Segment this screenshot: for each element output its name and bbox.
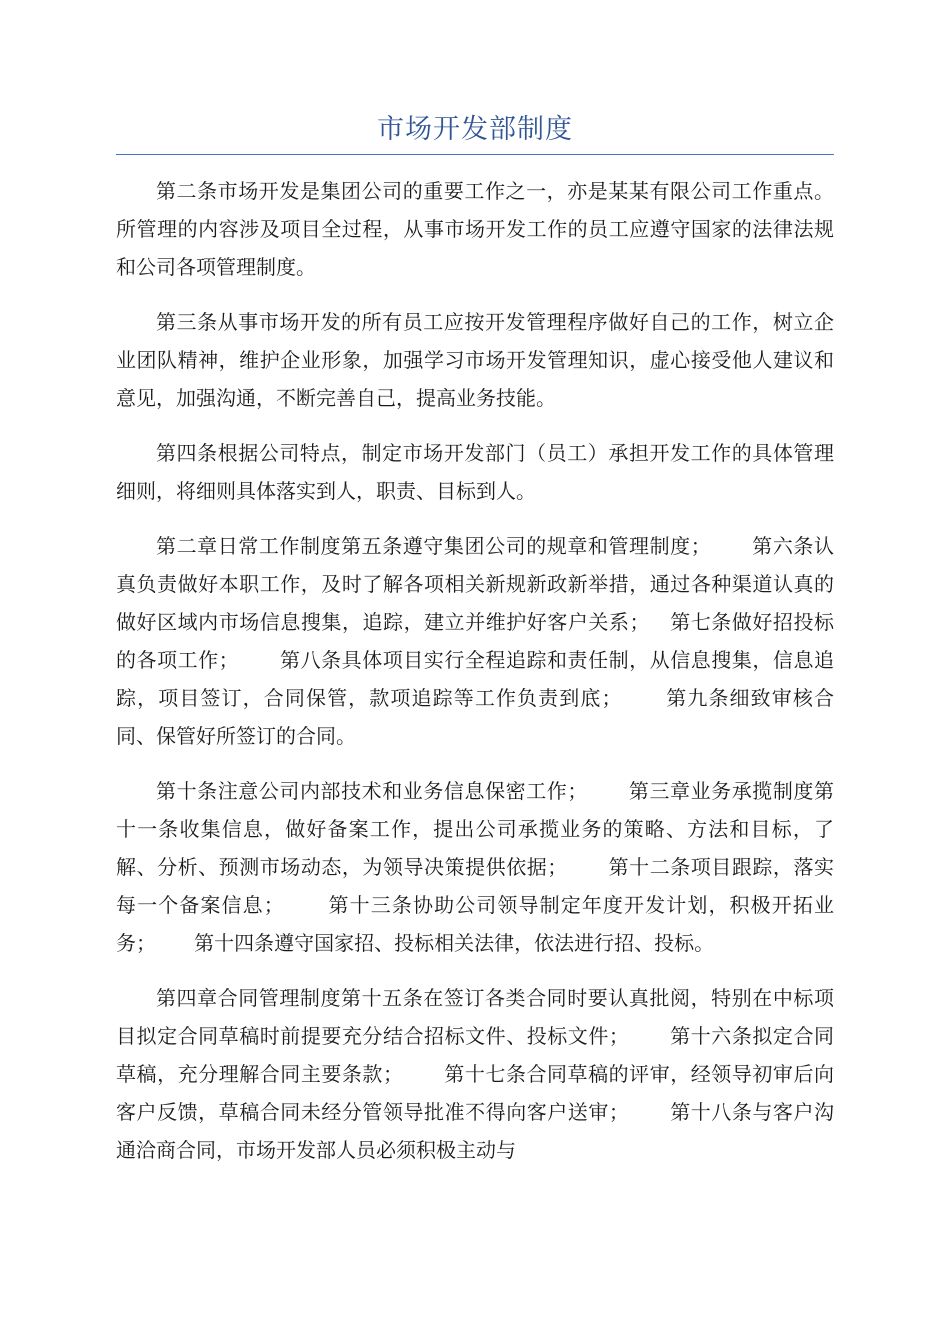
paragraph-chapter-3: 第十条注意公司内部技术和业务信息保密工作； 第三章业务承揽制度第十一条收集信息，做好备案工作，提出公司承揽业务的策略、方法和目标，了解、分析、预测市场动态，为领导决策提供依据； 第十二条项目跟踪，落实每一个备案信息； 第十三条协助公司领导制定年度开发计划，积极开拓业务； 第十四条遵守国家招、投标相关法律，依法进行招、投标。 xyxy=(116,779,834,955)
paragraph-article-3: 第三条从事市场开发的所有员工应按开发管理程序做好自己的工作，树立企业团队精神，维护企业形象，加强学习市场开发管理知识，虚心接受他人建议和意见，加强沟通，不断完善自己，提高业务技能。 xyxy=(116,310,834,410)
paragraph-chapter-2: 第二章日常工作制度第五条遵守集团公司的规章和管理制度； 第六条认真负责做好本职工作，及时了解各项相关新规新政新举措，通过各种渠道认真的做好区域内市场信息搜集，追踪，建立并维护好客户关系； 第七条做好招投标的各项工作； 第八条具体项目实行全程追踪和责任制，从信息搜集，信息追踪，项目签订，合同保管，款项追踪等工作负责到底； 第九条细致审核合同、保管好所签订的合同。 xyxy=(116,534,834,748)
paragraph-chapter-4: 第四章合同管理制度第十五条在签订各类合同时要认真批阅，特别在中标项目拟定合同草稿时前提要充分结合招标文件、投标文件； 第十六条拟定合同草稿，充分理解合同主要条款； 第十七条合同草稿的评审，经领导初审后向客户反馈，草稿合同未经分管领导批准不得向客户送审； 第十八条与客户沟通洽商合同，市场开发部人员必须积极主动与 xyxy=(116,986,834,1162)
paragraph-article-4: 第四条根据公司特点，制定市场开发部门（员工）承担开发工作的具体管理细则，将细则具体落实到人，职责、目标到人。 xyxy=(116,441,834,503)
title-underline xyxy=(116,154,834,155)
paragraph-article-2: 第二条市场开发是集团公司的重要工作之一，亦是某某有限公司工作重点。所管理的内容涉及项目全过程，从事市场开发工作的员工应遵守国家的法律法规和公司各项管理制度。 xyxy=(116,179,834,279)
document-title: 市场开发部制度 xyxy=(377,114,573,145)
document-body xyxy=(116,172,834,1186)
